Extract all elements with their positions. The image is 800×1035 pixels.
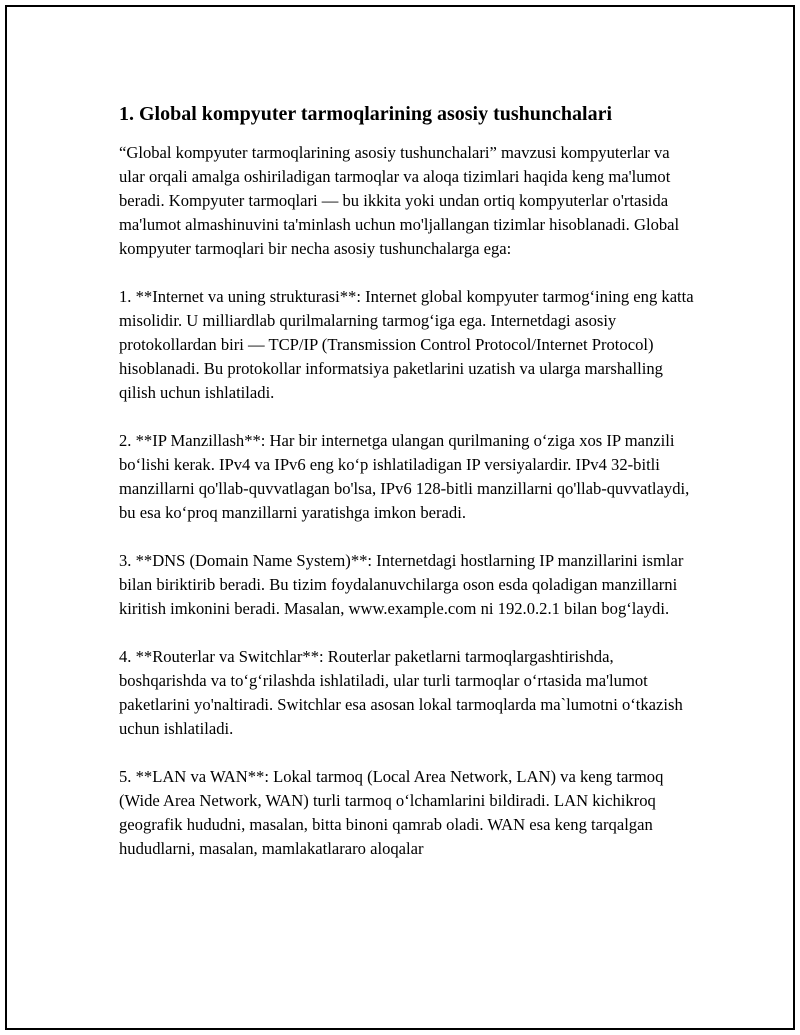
paragraph-routers-switches: 4. **Routerlar va Switchlar**: Routerlar paketlarni tarmoqlargashtirishda, boshqarishda va to‘g‘rilashda ishlatiladi, ular turli tarmoqlar o‘rtasida ma'lumot paketlarini yo'naltiradi. Switchlar esa asosan lokal tarmoqlarda ma`lumotni o‘tkazish uchun ishlatiladi. (119, 647, 683, 738)
paragraph-internet: 1. **Internet va uning strukturasi**: Internet global kompyuter tarmog‘ining eng katta misolidir. U milliardlab qurilmalarning tarmog‘iga ega. Internetdagi asosiy protokollardan biri — TCP/IP (Transmission Control Protocol/Internet Protocol) hisoblanadi. Bu protokollar informatsiya paketlarini uzatish va ularga marshalling qilish uchun ishlatiladi. (119, 287, 694, 402)
intro-paragraph: “Global kompyuter tarmoqlarining asosiy tushunchalari” mavzusi kompyuterlar va ular orqali amalga oshiriladigan tarmoqlar va aloqa tizimlari haqida keng ma'lumot beradi. Kompyuter tarmoqlari — bu ikkita yoki undan ortiq kompyuterlar o'rtasida ma'lumot almashinuvini ta'minlash uchun mo'ljallangan tizimlar hisoblanadi. Global kompyuter tarmoqlari bir necha asosiy tushunchalarga ega: (119, 143, 680, 258)
page-frame (5, 5, 795, 1030)
document-body (119, 101, 699, 885)
paragraph-dns: 3. **DNS (Domain Name System)**: Internetdagi hostlarning IP manzillarini ismlar bilan biriktirib beradi. Bu tizim foydalanuvchilarga oson esda qoladigan manzillarni kiritish imkonini beradi. Masalan, www.example.com ni 192.0.2.1 bilan bog‘laydi. (119, 551, 684, 618)
paragraph-lan-wan: 5. **LAN va WAN**: Lokal tarmoq (Local Area Network, LAN) va keng tarmoq (Wide Area Network, WAN) turli tarmoq o‘lchamlarini bildiradi. LAN kichikroq geografik hududni, masalan, bitta binoni qamrab oladi. WAN esa keng tarqalgan hududlarni, masalan, mamlakatlararo aloqalar (119, 767, 664, 858)
page-title: 1. Global kompyuter tarmoqlarining asosiy tushunchalari (119, 103, 613, 125)
paragraph-ip-addressing: 2. **IP Manzillash**: Har bir internetga ulangan qurilmaning o‘ziga xos IP manzili bo‘lishi kerak. IPv4 va IPv6 eng ko‘p ishlatiladigan IP versiyalardir. IPv4 32-bitli manzillarni qo'llab-quvvatlagan bo'lsa, IPv6 128-bitli manzillarni qo'llab-quvvatlaydi, bu esa ko‘proq manzillarni yaratishga imkon beradi. (119, 431, 690, 522)
